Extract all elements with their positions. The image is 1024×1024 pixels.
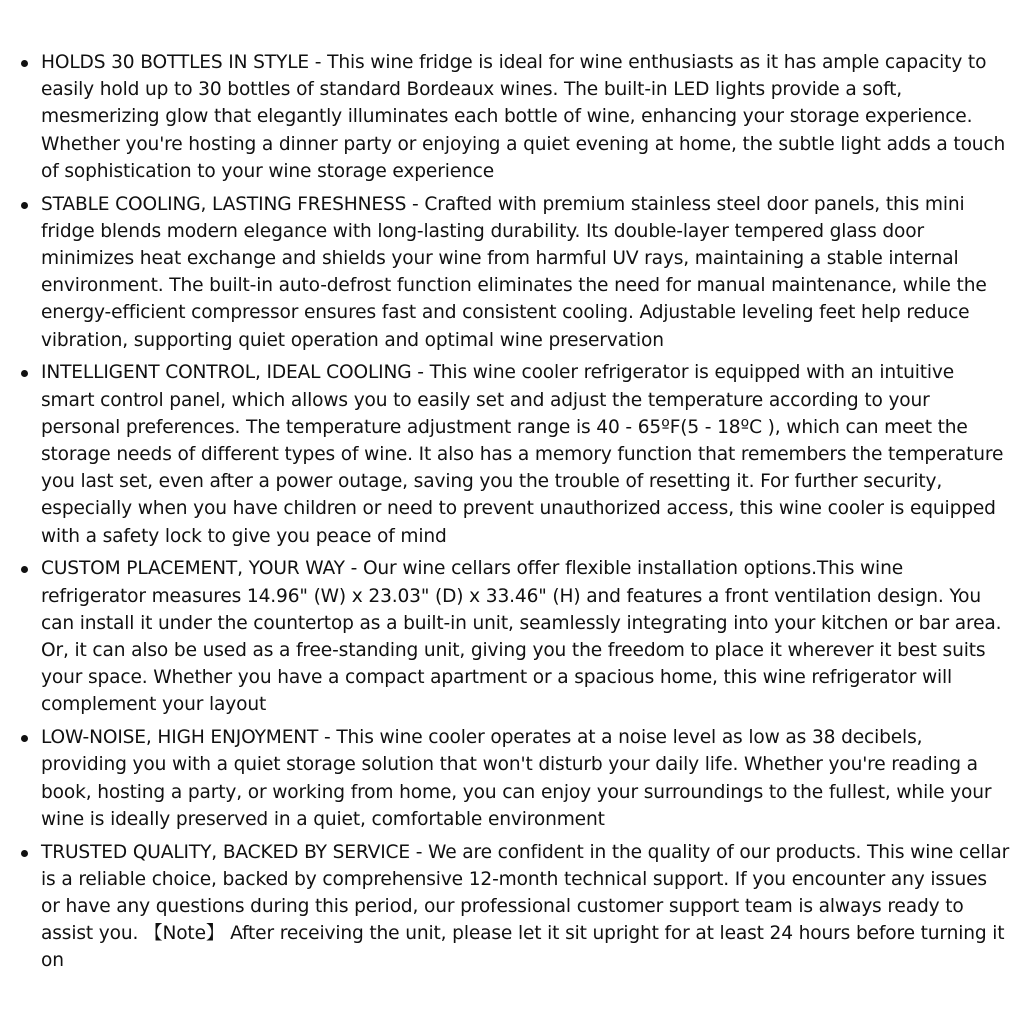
bullet-icon bbox=[21, 850, 28, 857]
bullet-icon bbox=[21, 202, 28, 209]
feature-text: HOLDS 30 BOTTLES IN STYLE - This wine fridge is ideal for wine enthusiasts as it has ample capacity to easily hold up to 30 bottles of standard Bordeaux wines. The built-in LED lights provide a soft, mesmerizing glow that elegantly illuminates each bottle of wine, enhancing your storage experience. Whether you're hosting a dinner party or enjoying a quiet evening at home, the subtle light adds a touch of sophistication to your wine storage experience bbox=[41, 52, 1006, 182]
bullet-icon bbox=[21, 735, 28, 742]
feature-item-cooling bbox=[0, 191, 1024, 354]
feature-item-placement bbox=[0, 555, 1024, 718]
feature-bullet-list bbox=[0, 49, 1024, 980]
feature-item-capacity bbox=[0, 49, 1024, 185]
feature-item-noise bbox=[0, 724, 1024, 833]
feature-text: CUSTOM PLACEMENT, YOUR WAY - Our wine cellars offer flexible installation options.This wine refrigerator measures 14.96" (W) x 23.03" (D) x 33.46" (H) and features a front ventilation design. You can install it under the countertop as a built-in unit, seamlessly integrating into your kitchen or bar area. Or, it can also be used as a free-standing unit, giving you the freedom to place it wherever it best suits your space. Whether you have a compact apartment or a spacious home, this wine refrigerator will complement your layout bbox=[41, 558, 1002, 716]
bullet-icon bbox=[21, 60, 28, 67]
feature-item-quality bbox=[0, 839, 1024, 975]
bullet-icon bbox=[21, 566, 28, 573]
feature-text: LOW-NOISE, HIGH ENJOYMENT - This wine cooler operates at a noise level as low as 38 decibels, providing you with a quiet storage solution that won't disturb your daily life. Whether you're reading a book, hosting a party, or working from home, you can enjoy your surroundings to the fullest, while your wine is ideally preserved in a quiet, comfortable environment bbox=[41, 727, 992, 830]
feature-item-control bbox=[0, 359, 1024, 549]
feature-text: STABLE COOLING, LASTING FRESHNESS - Crafted with premium stainless steel door panels, this mini fridge blends modern elegance with long-lasting durability. Its double-layer tempered glass door minimizes heat exchange and shields your wine from harmful UV rays, maintaining a stable internal environment. The built-in auto-defrost function eliminates the need for manual maintenance, while the energy-efficient compressor ensures fast and consistent cooling. Adjustable leveling feet help reduce vibration, supporting quiet operation and optimal wine preservation bbox=[41, 193, 987, 351]
bullet-icon bbox=[21, 370, 28, 377]
feature-text: TRUSTED QUALITY, BACKED BY SERVICE - We are confident in the quality of our products. This wine cellar is a reliable choice, backed by comprehensive 12-month technical support. If you encounter any issues or have any questions during this period, our professional customer support team is always ready to assist you. 【Note】 After receiving the unit, please let it sit upright for at least 24 hours before turning it on bbox=[41, 841, 1010, 972]
feature-text: INTELLIGENT CONTROL, IDEAL COOLING - This wine cooler refrigerator is equipped with an intuitive smart control panel, which allows you to easily set and adjust the temperature according to your personal preferences. The temperature adjustment range is 40 - 65ºF(5 - 18ºC ), which can meet the storage needs of different types of wine. It also has a memory function that remembers the temperature you last set, even after a power outage, saving you the trouble of resetting it. For further security, especially when you have children or need to prevent unauthorized access, this wine cooler is equipped with a safety lock to give you peace of mind bbox=[41, 362, 1004, 547]
